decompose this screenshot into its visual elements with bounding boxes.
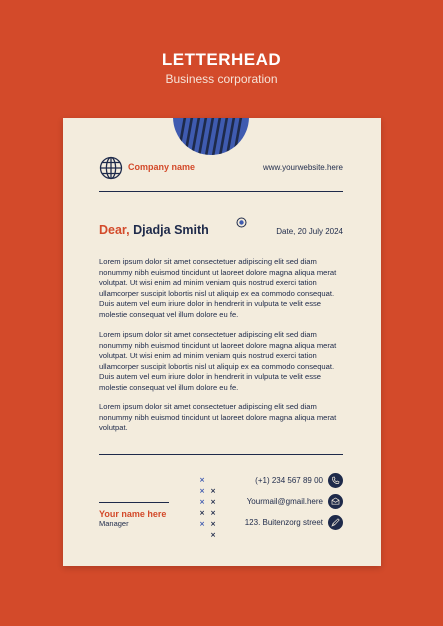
letterhead-sheet xyxy=(63,118,381,566)
svg-text:×: × xyxy=(210,498,216,506)
contact-phone: (+1) 234 567 89 00 xyxy=(255,476,323,485)
footer-divider xyxy=(99,454,343,455)
body-paragraph: Lorem ipsum dolor sit amet consectetuer adipiscing elit sed diam nonummy nibh euismod tincidunt ut laoreet dolore magna aliqua merat volutpat. Ut wisi enim ad minim veniam quis nostrud exerci tation ullamcorper suscipit lobortis nisl ut aliquip ex ea commodo consequat. Duis autem vel eum iriure dolor in hendrerit in vulputa te velit esse molestie consequat vel illum dolore eu fe. xyxy=(99,257,337,319)
header-divider xyxy=(99,191,343,192)
envelope-icon xyxy=(328,494,343,509)
body-paragraph: Lorem ipsum dolor sit amet consectetuer adipiscing elit sed diam nonummy nibh euismod tincidunt ut laoreet dolore magna aliqua merat volutpat. Ut wisi enim ad minim veniam quis nostrud exerci tation ullamcorper suscipit lobortis nisl ut aliquip ex ea commodo consequat. Duis autem vel eum iriure dolor in hendrerit in vulputa te velit esse molestie consequat vel illum dolore eu fe. xyxy=(99,330,337,392)
page-title: LETTERHEAD xyxy=(161,50,282,69)
greeting xyxy=(99,223,209,237)
page-subtitle: Business corporation xyxy=(165,72,278,86)
globe-icon xyxy=(99,156,123,180)
svg-text:×: × xyxy=(199,498,205,506)
signature-role: Manager xyxy=(99,519,129,528)
body-paragraph: Lorem ipsum dolor sit amet consectetuer adipiscing elit sed diam nonummy nibh euismod tincidunt ut laoreet dolore magna aliqua merat volutpat. xyxy=(99,402,337,432)
recipient-name: Djadja Smith xyxy=(133,223,209,237)
svg-text:×: × xyxy=(210,520,216,528)
svg-text:×: × xyxy=(199,476,205,484)
signature-name: Your name here xyxy=(99,509,167,519)
letter-date: Date, 20 July 2024 xyxy=(276,227,343,236)
website-link[interactable]: www.yourwebsite.here xyxy=(262,163,343,172)
svg-text:×: × xyxy=(210,531,216,539)
svg-text:×: × xyxy=(210,487,216,495)
svg-text:×: × xyxy=(210,509,216,517)
contact-email[interactable]: Yourmail@gmail.here xyxy=(246,497,323,506)
location-icon xyxy=(328,515,343,530)
greeting-prefix: Dear, xyxy=(99,223,130,237)
striped-circle-decoration xyxy=(172,118,250,156)
target-dot-decoration xyxy=(236,217,247,228)
contact-address: 123. Buitenzorg street xyxy=(244,518,323,527)
svg-text:×: × xyxy=(199,509,205,517)
svg-text:×: × xyxy=(199,487,205,495)
cross-pattern-decoration xyxy=(198,474,220,544)
company-name: Company name xyxy=(128,162,196,172)
svg-text:×: × xyxy=(199,520,205,528)
phone-icon xyxy=(328,473,343,488)
signature-line xyxy=(99,502,169,503)
